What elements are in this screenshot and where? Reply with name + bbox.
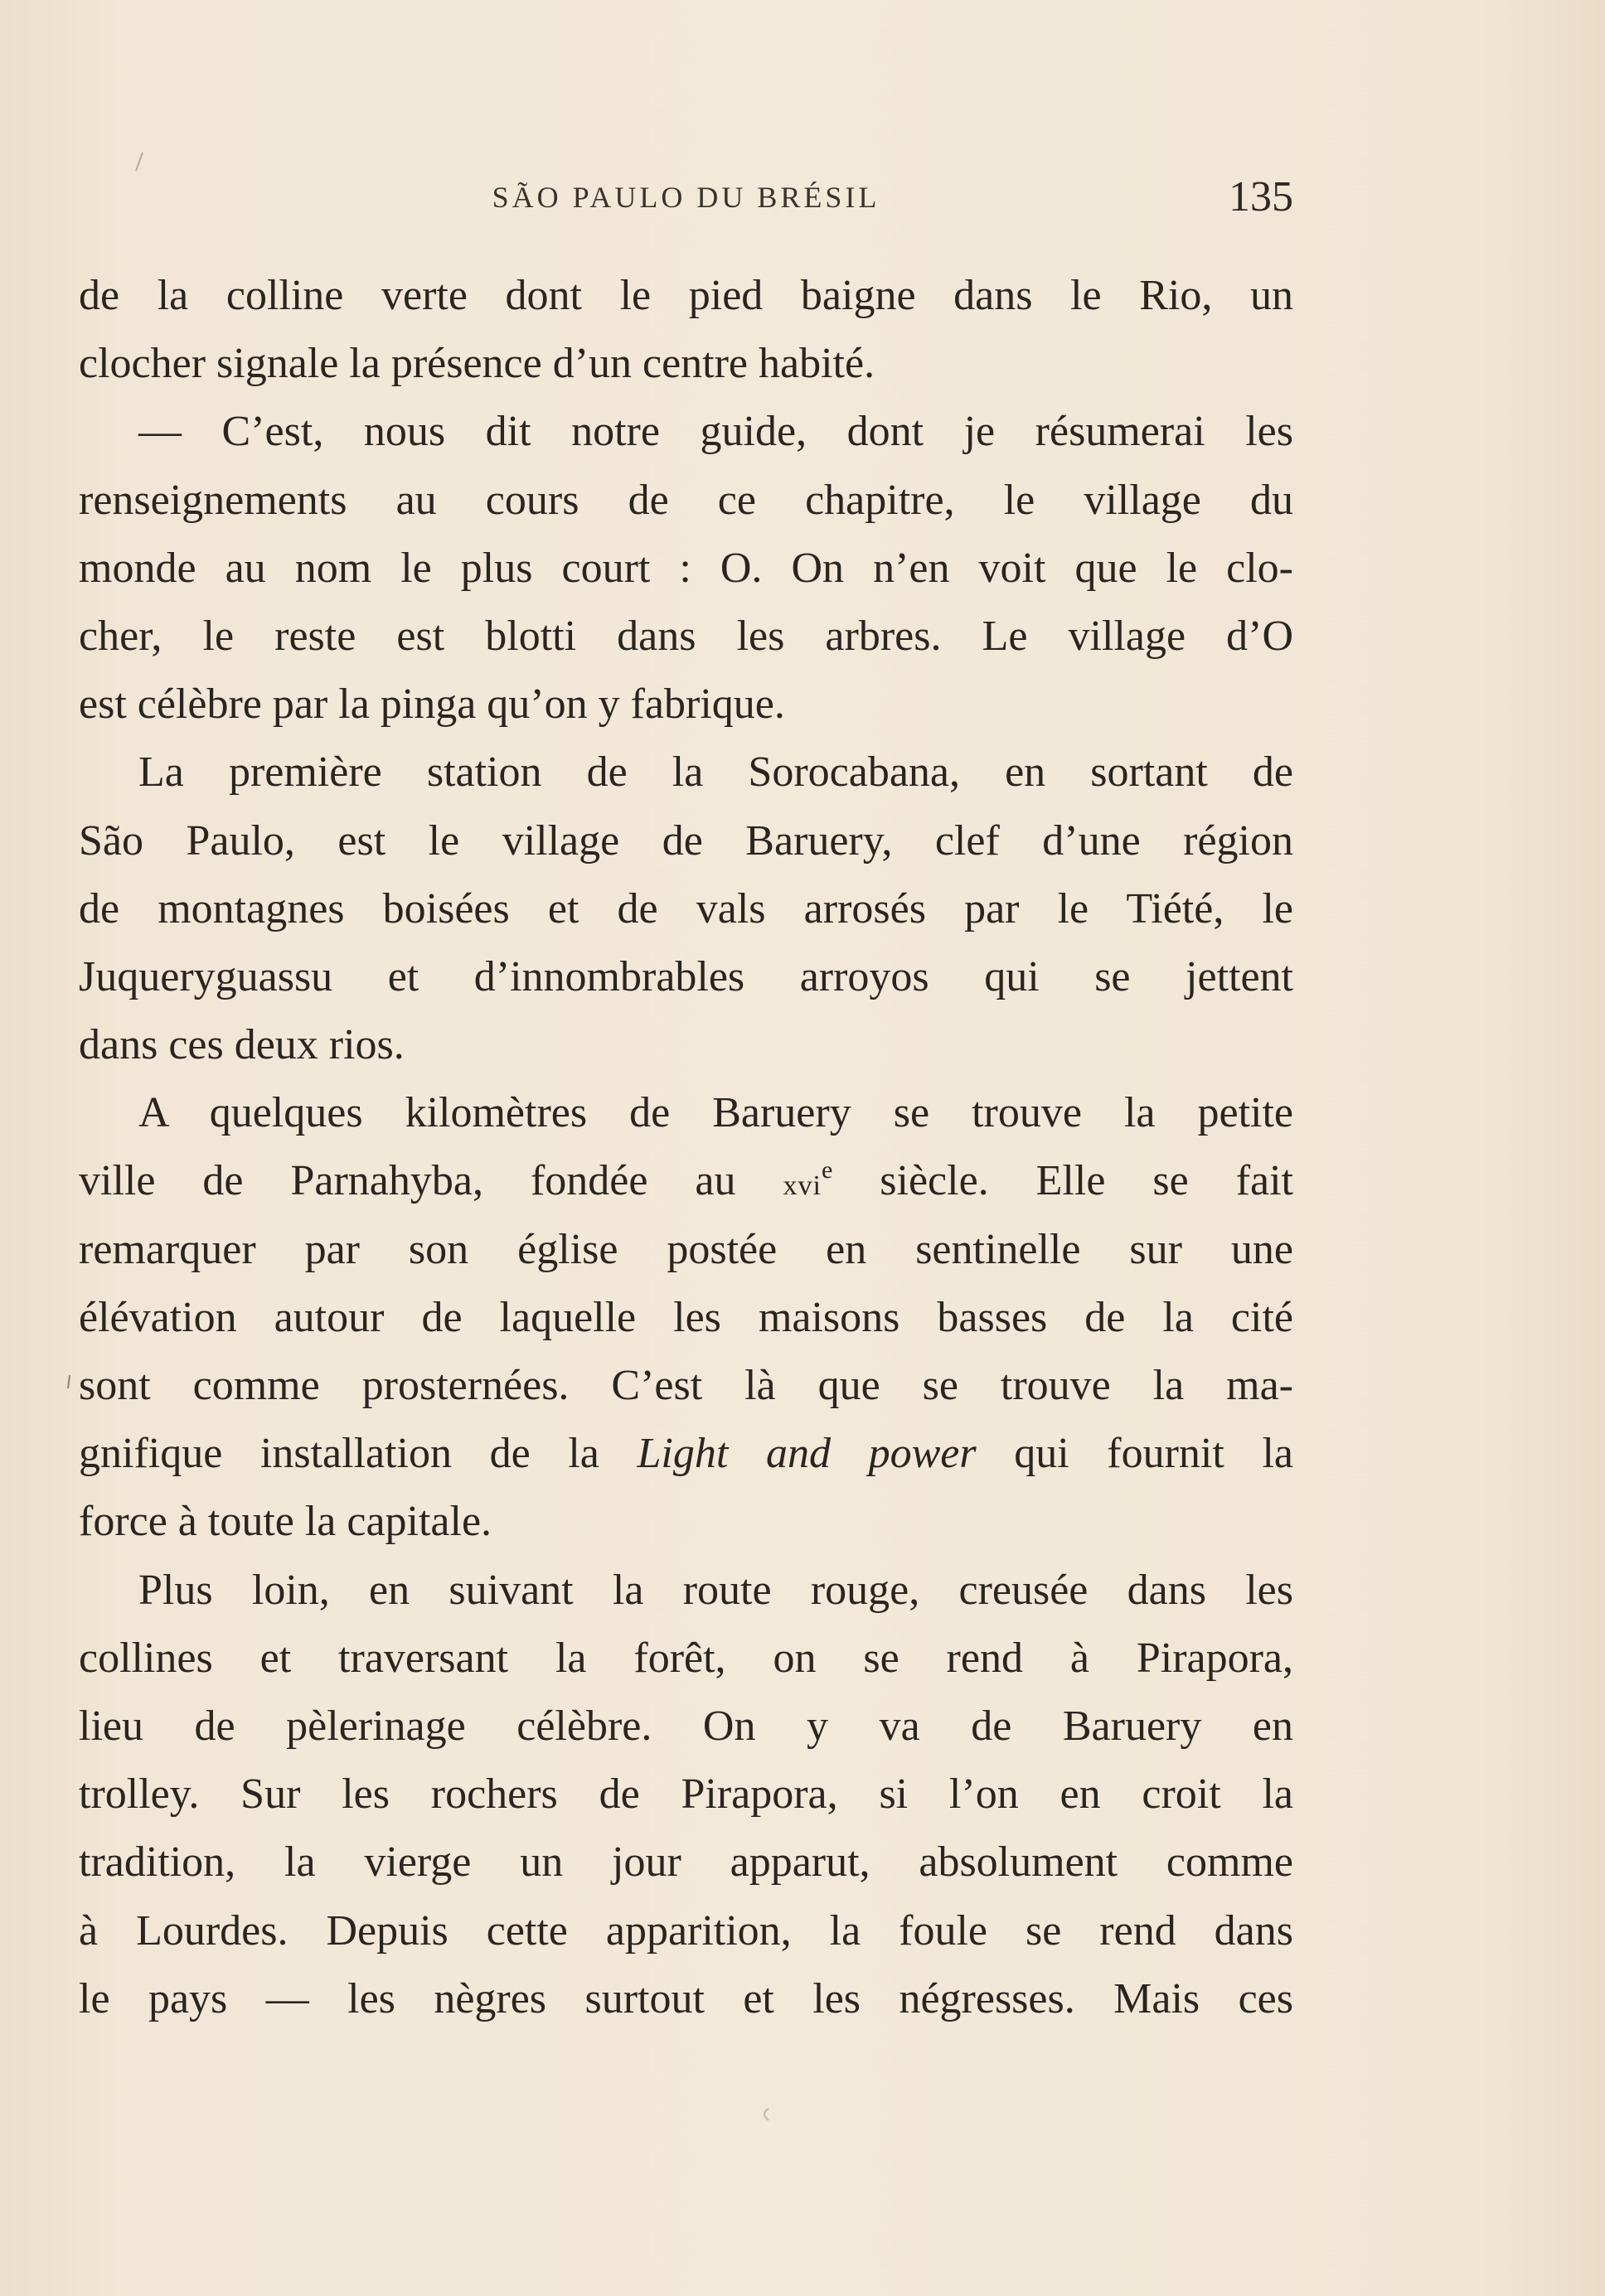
paper-blemish-mark: [759, 2105, 772, 2124]
page-header: [79, 172, 1293, 222]
text-line: de la colline verte dont le pied baigne dans le Rio, un: [79, 272, 1293, 319]
text-run: siècle. Elle se fait: [832, 1157, 1293, 1205]
text-line: force à toute la capitale.: [79, 1498, 492, 1546]
text-line: — C’est, nous dit notre guide, dont je résumerai les: [138, 408, 1293, 456]
text-line: élévation autour de laquelle les maisons basses de la cité: [79, 1293, 1293, 1341]
text-line: [79, 1420, 1293, 1488]
text-line: dans ces deux rios.: [79, 1021, 405, 1069]
italic-phrase: Light and power: [637, 1430, 977, 1478]
text-line: monde au nom le plus court : O. On n’en voit que le clo-: [79, 544, 1293, 592]
text-line: La première station de la Sorocabana, en sortant de: [138, 748, 1293, 797]
text-line: collines et traversant la forêt, on se rend à Pirapora,: [79, 1634, 1293, 1682]
body-text: [79, 262, 1293, 2033]
text-line: est célèbre par la pinga qu’on y fabrique.: [79, 681, 785, 729]
century-numeral: xvi: [783, 1170, 822, 1202]
text-run: qui fournit la: [976, 1430, 1293, 1478]
text-line: renseignements au cours de ce chapitre, le village du: [79, 476, 1293, 524]
paper-blemish-mark: [133, 149, 149, 174]
running-title: SÃO PAULO DU BRÉSIL: [492, 181, 880, 214]
text-line: le pays — les nègres surtout et les négresses. Mais ces: [79, 1974, 1293, 2022]
text-line: cher, le reste est blotti dans les arbres. Le village d’O: [79, 612, 1293, 660]
text-run: ville de Parnahyba, fondée au: [79, 1157, 783, 1205]
text-line: São Paulo, est le village de Baruery, clef d’une région: [79, 816, 1293, 865]
text-line: clocher signale la présence d’un centre habité.: [79, 340, 875, 388]
text-line: remarquer par son église postée en sentinelle sur une: [79, 1225, 1293, 1273]
text-line: Plus loin, en suivant la route rouge, creusée dans les: [138, 1566, 1293, 1614]
text-run: gnifique installation de la: [79, 1430, 638, 1478]
paper-blemish-mark: [65, 1372, 76, 1393]
text-line: tradition, la vierge un jour apparut, absolument comme: [79, 1838, 1293, 1887]
text-line: lieu de pèlerinage célèbre. On y va de Baruery en: [79, 1702, 1293, 1750]
text-line: Juqueryguassu et d’innombrables arroyos qui se jettent: [79, 952, 1293, 1000]
text-line: sont comme prosternées. C’est là que se trouve la ma-: [79, 1362, 1293, 1409]
page-number: 135: [1229, 173, 1293, 220]
text-line: à Lourdes. Depuis cette apparition, la foule se rend dans: [79, 1906, 1293, 1955]
superscript: e: [821, 1156, 833, 1184]
text-line: A quelques kilomètres de Baruery se trouve la petite: [138, 1089, 1293, 1137]
text-line: [79, 1147, 1293, 1215]
text-line: de montagnes boisées et de vals arrosés par le Tiété, le: [79, 884, 1293, 932]
text-line: trolley. Sur les rochers de Pirapora, si l’on en croit la: [79, 1770, 1293, 1819]
